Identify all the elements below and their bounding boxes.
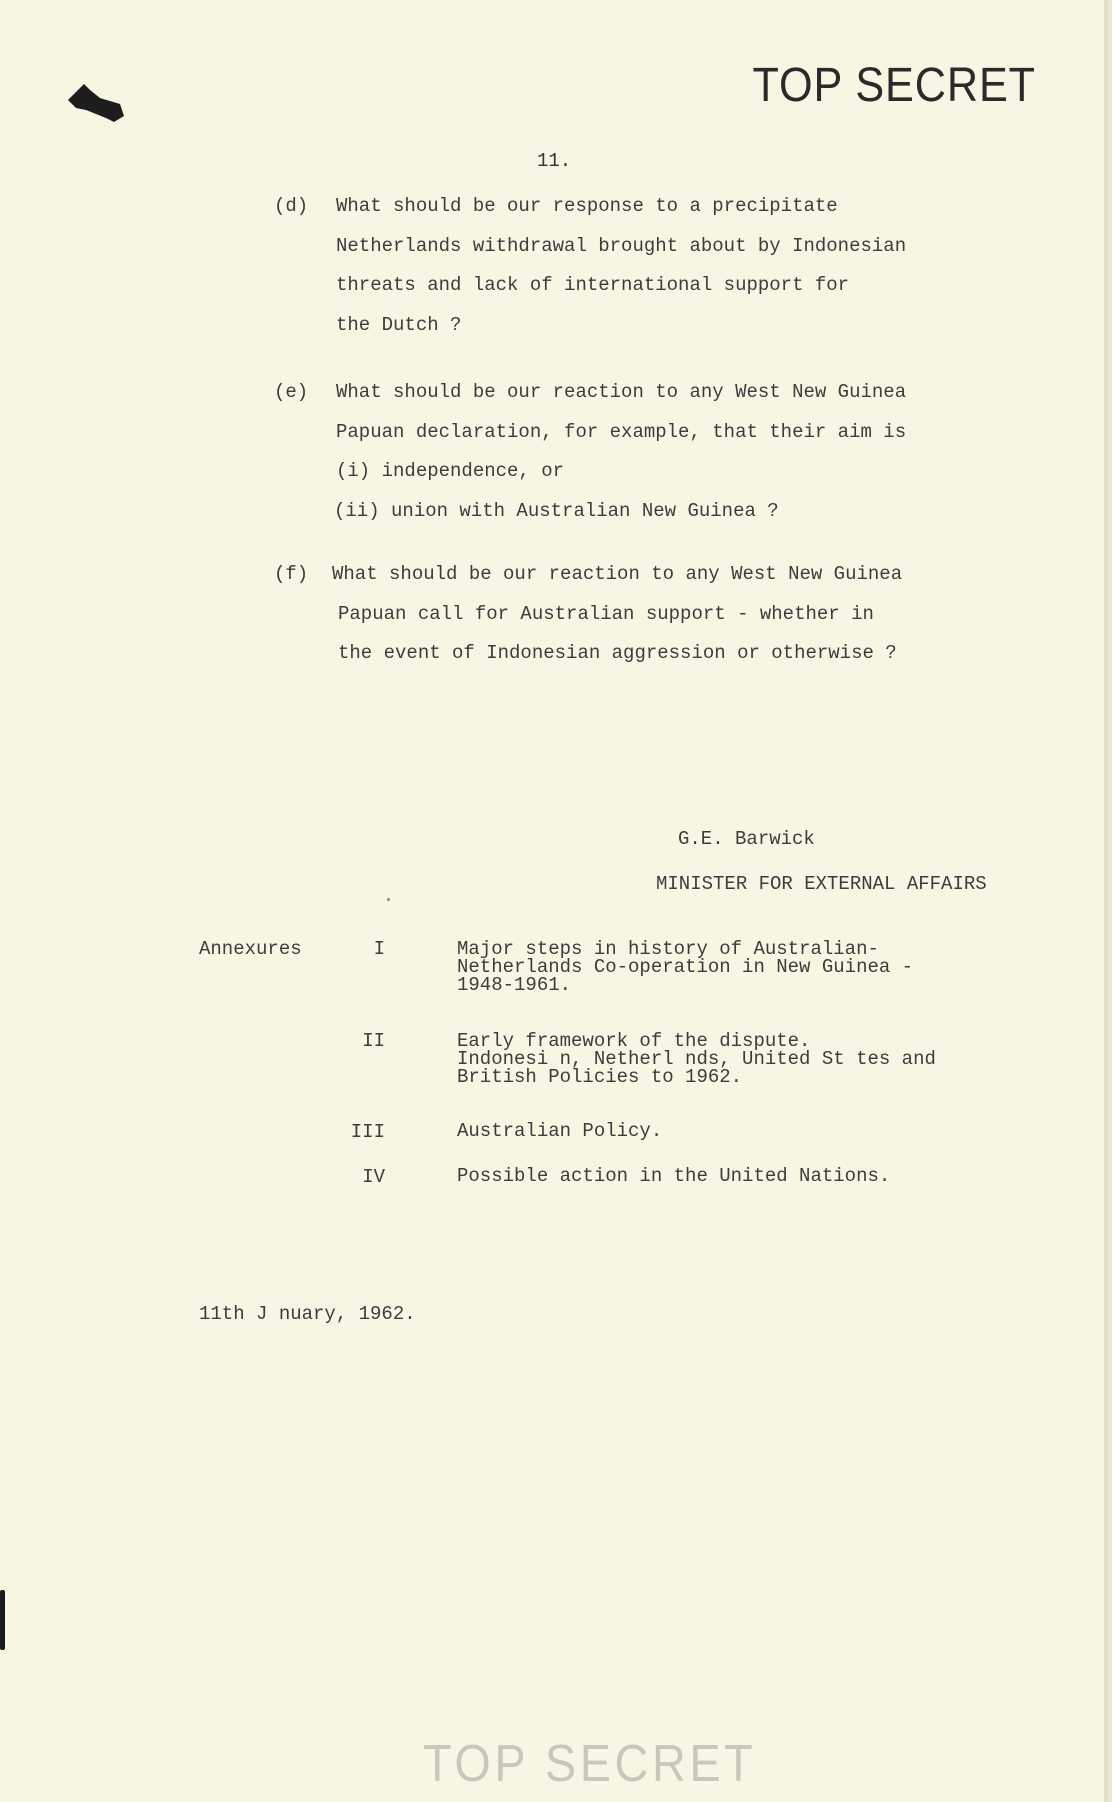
question-line: Netherlands withdrawal brought about by Indonesian — [336, 234, 907, 257]
annexure-description: Possible action in the United Nations. — [457, 1165, 891, 1187]
question-line: (ii) union with Australian New Guinea ? — [334, 499, 779, 522]
binding-mark — [0, 1590, 5, 1650]
question-label: (e) — [274, 381, 309, 403]
classification-stamp-top: TOP SECRET — [752, 59, 1036, 112]
question-line: (i) independence, or — [336, 460, 565, 482]
annexure-description: Early framework of the dispute. Indonesi n, Netherl nds, United St tes and British Policies to 1962. — [457, 1030, 936, 1088]
question-text — [336, 373, 1056, 531]
annexures-heading: Annexures — [199, 938, 302, 960]
document-date: 11th J nuary, 1962. — [199, 1303, 416, 1325]
question-line: Papuan declaration, for example, that their aim is — [336, 420, 907, 443]
annexure-description: Australian Policy. — [457, 1120, 663, 1142]
question-line: Papuan call for Australian support - whether in — [338, 602, 874, 625]
question-text — [332, 555, 1052, 674]
question-label: (f) — [274, 563, 309, 585]
question-line: What should be our reaction to any West New Guinea — [332, 563, 903, 585]
stray-dot — [387, 898, 390, 901]
page-number: 11. — [537, 150, 572, 172]
question-line: the event of Indonesian aggression or otherwise ? — [338, 642, 897, 664]
question-label: (d) — [274, 195, 309, 217]
question-line: the Dutch ? — [336, 313, 462, 336]
annexure-description: Major steps in history of Australian- Netherlands Co-operation in New Guinea - 1948-1961. — [457, 938, 914, 996]
signatory-title: MINISTER FOR EXTERNAL AFFAIRS — [656, 873, 987, 895]
signatory-name: G.E. Barwick — [678, 828, 815, 850]
question-line: threats and lack of international support for — [336, 274, 850, 296]
question-line: What should be our response to a precipitate — [336, 195, 838, 217]
question-text — [336, 187, 1056, 345]
question-line: What should be our reaction to any West New Guinea — [336, 381, 907, 403]
handwritten-mark-icon — [62, 70, 132, 130]
classification-stamp-bottom: TOP SECRET — [423, 1735, 757, 1793]
document-page: TOP SECRET 11. (d) What should be our response to a precipitate Netherlands withdrawal brought about by Indonesian threats and lack of international support for the Dutch ? (e) What should be our reaction to any West New Guinea Papuan declaration, for example, that their aim is (i) independence, or (ii) union with Australian New Guinea ? (f) What should be our reaction to any West New Guinea Papuan call for Australian support - whether in the event of Indonesian aggression or otherwise ? G.E. Barwick MINISTER FOR EXTERNAL AFFAIRS Annexures I Major steps in history of Australian- Netherlands Co-operation in New Guinea - 1948-1961. II Early framework of the dispute. Indonesi n, Netherl nds, United St tes and British Policies to 1962. III Australian Policy. IV Possible action in the United Nations. 11th J nuary, 1962. TOP SECRET — [0, 0, 1108, 1802]
